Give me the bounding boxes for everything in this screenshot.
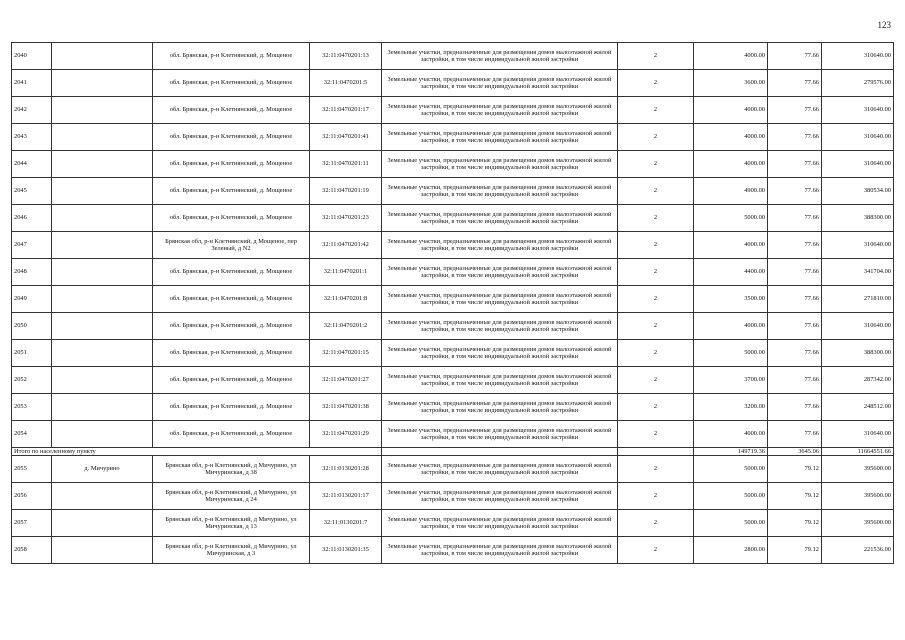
- land-use-purpose: Земельные участки, предназначенные для размещения домов малоэтажной жилой застройки, в том числе индивидуальной жилой застройки: [382, 97, 618, 124]
- cadastral-value: 310640.00: [822, 232, 894, 259]
- cadastral-number: 32:11:0470201:29: [310, 421, 382, 448]
- table-row: [12, 259, 894, 286]
- row-number: 2045: [12, 178, 52, 205]
- address-cell: обл. Брянская, р-н Клетнянский, д. Мощеное: [153, 340, 310, 367]
- row-number: 2044: [12, 151, 52, 178]
- locality-cell-empty: [52, 178, 153, 205]
- locality-cell-empty: [52, 313, 153, 340]
- rate-value: 77.66: [768, 205, 822, 232]
- cadastral-value: 310640.00: [822, 421, 894, 448]
- row-number: 2050: [12, 313, 52, 340]
- rate-value: 77.66: [768, 97, 822, 124]
- locality-cell-empty: [52, 70, 153, 97]
- table-body-block-1: [12, 43, 894, 448]
- rate-value: 77.66: [768, 286, 822, 313]
- locality-cell-empty: [52, 483, 153, 510]
- cadastral-value: 271810.00: [822, 286, 894, 313]
- address-cell: обл. Брянская, р-н Клетнянский, д. Мощеное: [153, 394, 310, 421]
- locality-cell-empty: [52, 340, 153, 367]
- land-use-purpose: Земельные участки, предназначенные для размещения домов малоэтажной жилой застройки, в том числе индивидуальной жилой застройки: [382, 537, 618, 564]
- locality-cell-empty: [52, 259, 153, 286]
- subtotal-block: [12, 448, 894, 456]
- land-register-table: [11, 42, 894, 564]
- table-row: [12, 178, 894, 205]
- table-row: [12, 205, 894, 232]
- cadastral-value: 310640.00: [822, 151, 894, 178]
- category-code: 2: [618, 232, 694, 259]
- area-value: 4000.00: [694, 313, 768, 340]
- land-use-purpose: Земельные участки, предназначенные для размещения домов малоэтажной жилой застройки, в том числе индивидуальной жилой застройки: [382, 151, 618, 178]
- area-value: 4000.00: [694, 97, 768, 124]
- cadastral-value: 395600.00: [822, 483, 894, 510]
- land-use-purpose: Земельные участки, предназначенные для размещения домов малоэтажной жилой застройки, в том числе индивидуальной жилой застройки: [382, 313, 618, 340]
- land-use-purpose: Земельные участки, предназначенные для размещения домов малоэтажной жилой застройки, в том числе индивидуальной жилой застройки: [382, 286, 618, 313]
- locality-name: д. Мичурино: [52, 456, 153, 483]
- land-use-purpose: Земельные участки, предназначенные для размещения домов малоэтажной жилой застройки, в том числе индивидуальной жилой застройки: [382, 178, 618, 205]
- rate-value: 77.66: [768, 421, 822, 448]
- cadastral-value: 388300.00: [822, 340, 894, 367]
- table-row: [12, 43, 894, 70]
- locality-cell-empty: [52, 510, 153, 537]
- cadastral-number: 32:11:0470201:2: [310, 313, 382, 340]
- rate-value: 77.66: [768, 43, 822, 70]
- category-code: 2: [618, 124, 694, 151]
- address-cell: обл. Брянская, р-н Клетнянский, д. Мощеное: [153, 259, 310, 286]
- table-row: [12, 151, 894, 178]
- cadastral-value: 248512.00: [822, 394, 894, 421]
- land-use-purpose: Земельные участки, предназначенные для размещения домов малоэтажной жилой застройки, в том числе индивидуальной жилой застройки: [382, 259, 618, 286]
- cadastral-number: 32:11:0470201:23: [310, 205, 382, 232]
- rate-value: 77.66: [768, 124, 822, 151]
- land-use-purpose: Земельные участки, предназначенные для размещения домов малоэтажной жилой застройки, в том числе индивидуальной жилой застройки: [382, 340, 618, 367]
- address-cell: обл. Брянская, р-н Клетнянский, д. Мощеное: [153, 97, 310, 124]
- table-body-block-2: [12, 456, 894, 564]
- table-row: [12, 367, 894, 394]
- page-number: 123: [877, 20, 891, 30]
- cadastral-value: 388300.00: [822, 205, 894, 232]
- area-value: 2800.00: [694, 537, 768, 564]
- cadastral-number: 32:11:0130201:35: [310, 537, 382, 564]
- address-cell: обл. Брянская, р-н Клетнянский, д. Мощеное: [153, 178, 310, 205]
- row-number: 2046: [12, 205, 52, 232]
- rate-value: 79.12: [768, 456, 822, 483]
- land-use-purpose: Земельные участки, предназначенные для размещения домов малоэтажной жилой застройки, в том числе индивидуальной жилой застройки: [382, 367, 618, 394]
- row-number: 2041: [12, 70, 52, 97]
- category-code: 2: [618, 483, 694, 510]
- cadastral-number: 32:11:0470201:19: [310, 178, 382, 205]
- cadastral-number: 32:11:0470201:27: [310, 367, 382, 394]
- cadastral-value: 279576.00: [822, 70, 894, 97]
- cadastral-number: 32:11:0470201:8: [310, 286, 382, 313]
- cadastral-value: 310640.00: [822, 43, 894, 70]
- rate-value: 79.12: [768, 537, 822, 564]
- land-use-purpose: Земельные участки, предназначенные для размещения домов малоэтажной жилой застройки, в том числе индивидуальной жилой застройки: [382, 43, 618, 70]
- row-number: 2049: [12, 286, 52, 313]
- area-value: 3200.00: [694, 394, 768, 421]
- area-value: 3500.00: [694, 286, 768, 313]
- rate-value: 77.66: [768, 70, 822, 97]
- table-row: [12, 340, 894, 367]
- row-number: 2053: [12, 394, 52, 421]
- cadastral-number: 32:11:0470201:13: [310, 43, 382, 70]
- area-value: 5000.00: [694, 510, 768, 537]
- locality-cell-empty: [52, 394, 153, 421]
- category-code: 2: [618, 510, 694, 537]
- cadastral-number: 32:11:0130201:7: [310, 510, 382, 537]
- table-row: [12, 232, 894, 259]
- address-cell: Брянская обл, р-н Клетнянский, д Мичурино, ул Мичуринская, д 38: [153, 456, 310, 483]
- table-row: [12, 313, 894, 340]
- category-code: 2: [618, 259, 694, 286]
- row-number: 2058: [12, 537, 52, 564]
- cadastral-number: 32:11:0470201:42: [310, 232, 382, 259]
- category-code: 2: [618, 151, 694, 178]
- cadastral-number: 32:11:0470201:5: [310, 70, 382, 97]
- cadastral-number: 32:11:0470201:41: [310, 124, 382, 151]
- cadastral-value: 310640.00: [822, 313, 894, 340]
- row-number: 2057: [12, 510, 52, 537]
- rate-value: 77.66: [768, 313, 822, 340]
- table-row: [12, 394, 894, 421]
- cadastral-value: 341704.00: [822, 259, 894, 286]
- locality-cell-empty: [52, 537, 153, 564]
- locality-cell-empty: [52, 367, 153, 394]
- category-code: 2: [618, 205, 694, 232]
- area-value: 3600.00: [694, 70, 768, 97]
- locality-cell-empty: [52, 124, 153, 151]
- subtotal-empty-cell: [618, 448, 694, 456]
- land-use-purpose: Земельные участки, предназначенные для размещения домов малоэтажной жилой застройки, в том числе индивидуальной жилой застройки: [382, 124, 618, 151]
- category-code: 2: [618, 421, 694, 448]
- cadastral-number: 32:11:0470201:15: [310, 340, 382, 367]
- rate-value: 77.66: [768, 340, 822, 367]
- rate-value: 77.66: [768, 232, 822, 259]
- cadastral-number: 32:11:0130201:28: [310, 456, 382, 483]
- locality-cell-empty: [52, 232, 153, 259]
- rate-value: 79.12: [768, 510, 822, 537]
- land-use-purpose: Земельные участки, предназначенные для размещения домов малоэтажной жилой застройки, в том числе индивидуальной жилой застройки: [382, 456, 618, 483]
- address-cell: обл. Брянская, р-н Клетнянский, д. Мощеное: [153, 421, 310, 448]
- address-cell: обл. Брянская, р-н Клетнянский, д. Мощеное: [153, 151, 310, 178]
- locality-cell-empty: [52, 205, 153, 232]
- cadastral-number: 32:11:0470201:1: [310, 259, 382, 286]
- locality-cell-empty: [52, 421, 153, 448]
- cadastral-value: 380534.00: [822, 178, 894, 205]
- table-row: [12, 510, 894, 537]
- rate-value: 77.66: [768, 259, 822, 286]
- address-cell: Брянская обл, р-н Клетнянский, д Мичурино, ул Мичуринская, д 24: [153, 483, 310, 510]
- table-row: [12, 421, 894, 448]
- rate-value: 79.12: [768, 483, 822, 510]
- row-number: 2052: [12, 367, 52, 394]
- area-value: 5000.00: [694, 456, 768, 483]
- subtotal-empty-cell: [382, 448, 618, 456]
- category-code: 2: [618, 367, 694, 394]
- locality-cell-empty: [52, 286, 153, 313]
- land-use-purpose: Земельные участки, предназначенные для размещения домов малоэтажной жилой застройки, в том числе индивидуальной жилой застройки: [382, 232, 618, 259]
- area-value: 4400.00: [694, 259, 768, 286]
- subtotal-value: 11664551.66: [822, 448, 894, 456]
- cadastral-value: 221536.00: [822, 537, 894, 564]
- category-code: 2: [618, 178, 694, 205]
- locality-cell-empty: [52, 151, 153, 178]
- land-use-purpose: Земельные участки, предназначенные для размещения домов малоэтажной жилой застройки, в том числе индивидуальной жилой застройки: [382, 394, 618, 421]
- subtotal-label: Итого по населенному пункту: [12, 448, 382, 456]
- land-use-purpose: Земельные участки, предназначенные для размещения домов малоэтажной жилой застройки, в том числе индивидуальной жилой застройки: [382, 483, 618, 510]
- rate-value: 77.66: [768, 394, 822, 421]
- land-use-purpose: Земельные участки, предназначенные для размещения домов малоэтажной жилой застройки, в том числе индивидуальной жилой застройки: [382, 70, 618, 97]
- address-cell: Брянская обл, р-н Клетнянский, д Мичурино, ул Мичуринская, д 3: [153, 537, 310, 564]
- row-number: 2048: [12, 259, 52, 286]
- address-cell: обл. Брянская, р-н Клетнянский, д. Мощеное: [153, 205, 310, 232]
- land-use-purpose: Земельные участки, предназначенные для размещения домов малоэтажной жилой застройки, в том числе индивидуальной жилой застройки: [382, 510, 618, 537]
- category-code: 2: [618, 537, 694, 564]
- area-value: 4000.00: [694, 124, 768, 151]
- category-code: 2: [618, 394, 694, 421]
- cadastral-value: 310640.00: [822, 124, 894, 151]
- area-value: 3700.00: [694, 367, 768, 394]
- subtotal-row: [12, 448, 894, 456]
- table-row: [12, 537, 894, 564]
- category-code: 2: [618, 456, 694, 483]
- row-number: 2042: [12, 97, 52, 124]
- area-value: 4000.00: [694, 151, 768, 178]
- category-code: 2: [618, 313, 694, 340]
- table-row: [12, 97, 894, 124]
- category-code: 2: [618, 70, 694, 97]
- rate-value: 77.66: [768, 367, 822, 394]
- row-number: 2056: [12, 483, 52, 510]
- address-cell: обл. Брянская, р-н Клетнянский, д. Мощеное: [153, 70, 310, 97]
- cadastral-value: 395600.00: [822, 456, 894, 483]
- address-cell: Брянская обл, р-н Клетнянский, д Мичурино, ул Мичуринская, д 13: [153, 510, 310, 537]
- cadastral-value: 287342.00: [822, 367, 894, 394]
- area-value: 5000.00: [694, 205, 768, 232]
- table-row: [12, 483, 894, 510]
- area-value: 4900.00: [694, 178, 768, 205]
- row-number: 2047: [12, 232, 52, 259]
- address-cell: Брянская обл, р-н Клетнянский, д Мощеное, пер Зеленый, д N2: [153, 232, 310, 259]
- locality-cell-empty: [52, 97, 153, 124]
- cadastral-number: 32:11:0130201:17: [310, 483, 382, 510]
- area-value: 5000.00: [694, 483, 768, 510]
- address-cell: обл. Брянская, р-н Клетнянский, д. Мощеное: [153, 286, 310, 313]
- category-code: 2: [618, 340, 694, 367]
- area-value: 4000.00: [694, 43, 768, 70]
- row-number: 2051: [12, 340, 52, 367]
- rate-value: 77.66: [768, 151, 822, 178]
- subtotal-rate: 3645.06: [768, 448, 822, 456]
- locality-cell-empty: [52, 43, 153, 70]
- cadastral-number: 32:11:0470201:17: [310, 97, 382, 124]
- row-number: 2054: [12, 421, 52, 448]
- row-number: 2055: [12, 456, 52, 483]
- land-use-purpose: Земельные участки, предназначенные для размещения домов малоэтажной жилой застройки, в том числе индивидуальной жилой застройки: [382, 421, 618, 448]
- category-code: 2: [618, 286, 694, 313]
- address-cell: обл. Брянская, р-н Клетнянский, д. Мощеное: [153, 313, 310, 340]
- cadastral-value: 310640.00: [822, 97, 894, 124]
- table-row: [12, 124, 894, 151]
- table-row: [12, 70, 894, 97]
- row-number: 2040: [12, 43, 52, 70]
- land-use-purpose: Земельные участки, предназначенные для размещения домов малоэтажной жилой застройки, в том числе индивидуальной жилой застройки: [382, 205, 618, 232]
- area-value: 5000.00: [694, 340, 768, 367]
- rate-value: 77.66: [768, 178, 822, 205]
- area-value: 4000.00: [694, 421, 768, 448]
- area-value: 4000.00: [694, 232, 768, 259]
- cadastral-number: 32:11:0470201:38: [310, 394, 382, 421]
- address-cell: обл. Брянская, р-н Клетнянский, д. Мощеное: [153, 367, 310, 394]
- cadastral-number: 32:11:0470201:11: [310, 151, 382, 178]
- cadastral-value: 395600.00: [822, 510, 894, 537]
- category-code: 2: [618, 97, 694, 124]
- subtotal-area: 149719.36: [694, 448, 768, 456]
- address-cell: обл. Брянская, р-н Клетнянский, д. Мощеное: [153, 124, 310, 151]
- row-number: 2043: [12, 124, 52, 151]
- address-cell: обл. Брянская, р-н Клетнянский, д. Мощеное: [153, 43, 310, 70]
- category-code: 2: [618, 43, 694, 70]
- table-row: [12, 456, 894, 483]
- table-row: [12, 286, 894, 313]
